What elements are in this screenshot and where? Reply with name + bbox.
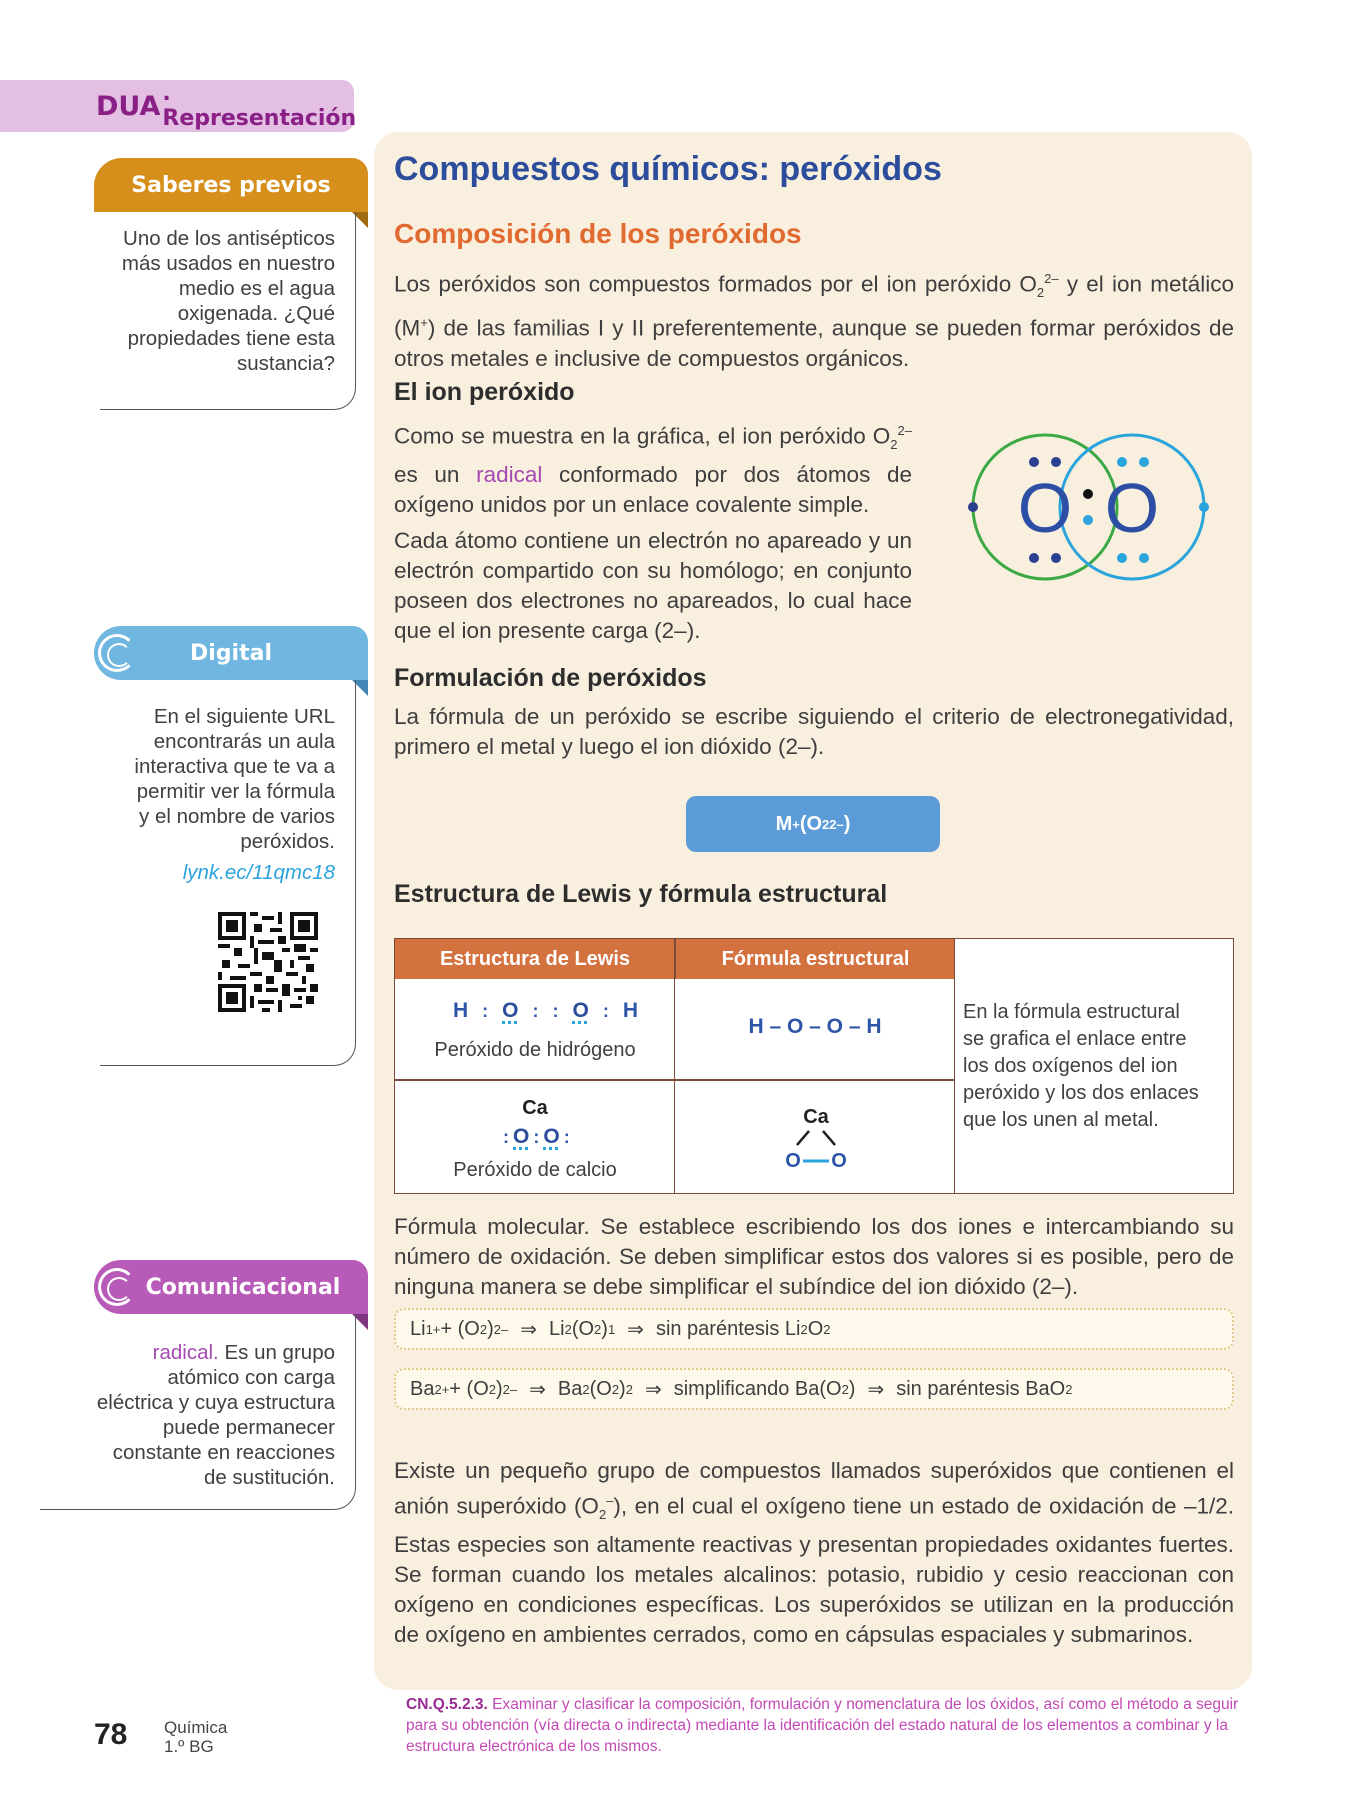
intro-paragraph	[394, 264, 1234, 374]
ion-text: conformado por dos átomos de oxígeno unidos por un enlace covalente simple.	[394, 462, 912, 517]
superoxide-paragraph	[394, 1456, 1234, 1650]
saberes-line: oxigenada. ¿Qué	[177, 302, 335, 325]
rxn-sub: 2	[479, 1321, 488, 1337]
ion-heading: El ion peróxido	[394, 378, 575, 406]
reaction-lithium	[394, 1308, 1234, 1350]
rxn-text: (O	[571, 1317, 595, 1340]
hydrogen-peroxide-structural: H – O – O – H	[748, 1015, 882, 1038]
rxn-text: )	[848, 1377, 856, 1400]
saberes-line: sustancia?	[236, 352, 335, 375]
superoxide-sub: 2	[598, 1507, 607, 1522]
rxn-sup: 1+	[425, 1321, 441, 1337]
rxn-text: sin paréntesis Li	[655, 1317, 801, 1340]
rxn-sub: 2	[488, 1381, 496, 1397]
subject-name: Química	[164, 1718, 228, 1737]
lewis-dots: :	[533, 1126, 540, 1147]
rxn-text: )	[619, 1377, 626, 1400]
superoxide-sup: –	[606, 1493, 614, 1508]
rxn-text: )	[495, 1377, 503, 1400]
calcium-peroxide-structural	[771, 1099, 861, 1179]
curriculum-footnote	[406, 1694, 1246, 1757]
saberes-line: propiedades tiene esta	[127, 327, 335, 350]
arrow-icon: ⇒	[627, 1318, 644, 1341]
ion-sub: 2	[890, 437, 898, 452]
subject-grade: 1.º BG	[164, 1737, 214, 1756]
comunicacional-first-line	[40, 1340, 335, 1365]
rxn-sub: 2	[594, 1321, 602, 1337]
peroxide-ion-diagram	[938, 428, 1228, 598]
qr-code-icon[interactable]	[218, 912, 318, 1012]
digital-line: permitir ver la fórmula	[136, 780, 335, 803]
lewis-dots: :	[602, 1000, 609, 1021]
calcium-peroxide-caption: Peróxido de calcio	[453, 1159, 617, 1181]
saberes-line: Uno de los antisépticos	[123, 227, 335, 250]
table-note: En la fórmula estructural se grafica el enlace entre los dos oxígenos del ion peróxido y los dos enlaces que los unen al metal.	[963, 1001, 1199, 1131]
formula-sup: +	[792, 816, 800, 832]
page-number: 78	[94, 1718, 128, 1751]
reaction-barium	[394, 1368, 1234, 1410]
rxn-sub: 2	[841, 1381, 849, 1397]
table-header-structural: Fórmula estructural	[675, 939, 955, 979]
comunicacional-icon	[98, 1268, 136, 1306]
digital-line: interactiva que te va a	[134, 755, 335, 778]
superoxide-text: Existe un pequeño grupo de compuestos llamados superóxidos que contienen el anión superóxido (O	[394, 1458, 1234, 1519]
ion-paragraph-2	[394, 526, 912, 646]
calcium-symbol: Ca	[803, 1106, 829, 1128]
hydrogen-atom: H	[622, 999, 639, 1022]
saberes-text	[100, 212, 355, 376]
section-title: Composición de los peróxidos	[394, 218, 802, 249]
formulation-text: La fórmula de un peróxido se escribe siguiendo el criterio de electronegatividad, primero el metal y luego el ion dióxido (2–).	[394, 704, 1234, 759]
dua-strong: DUA	[96, 90, 161, 122]
digital-header-label: Digital	[190, 640, 272, 666]
arrow-icon: ⇒	[867, 1378, 885, 1401]
arrow-icon: ⇒	[520, 1318, 537, 1341]
comunicacional-line: de sustitución.	[203, 1466, 335, 1489]
rxn-sub: 2	[611, 1381, 620, 1397]
rxn-sup: 2+	[434, 1381, 450, 1397]
saberes-box	[100, 212, 356, 410]
ion-sup: 2–	[897, 423, 912, 438]
lewis-dots: :	[552, 1000, 559, 1021]
rxn-sub: 2	[564, 1321, 572, 1337]
rxn-sub: 2	[582, 1381, 590, 1397]
oxygen-atom: O	[543, 1125, 560, 1148]
rxn-text: )	[601, 1317, 608, 1340]
comunicacional-header-label: Comunicacional	[145, 1274, 341, 1300]
rxn-sup: 2–	[493, 1321, 509, 1337]
digital-text	[100, 680, 355, 885]
shared-electron	[1083, 489, 1093, 499]
comunicacional-line: eléctrica y cuya estructura	[96, 1391, 335, 1414]
formula-sup: 2–	[829, 816, 844, 832]
table-col-divider	[395, 939, 675, 1193]
saberes-header	[94, 158, 368, 212]
radical-term[interactable]: radical.	[152, 1341, 219, 1364]
calcium-peroxide-lewis	[503, 1125, 570, 1149]
left-oxygen-symbol: O	[1017, 469, 1073, 547]
dua-tab	[0, 80, 357, 132]
oxygen-atom: O	[572, 999, 589, 1022]
ion-text: Cada átomo contiene un electrón no apareado y un electrón compartido con su homólogo; en conjunto poseen dos electrones no apareados, lo cual hace que el ion presente carga (2–).	[394, 528, 912, 643]
oxygen-symbol: O	[831, 1150, 847, 1172]
intro-sup: 2–	[1044, 271, 1059, 286]
lewis-heading: Estructura de Lewis y fórmula estructural	[394, 880, 888, 908]
page-title: Compuestos químicos: peróxidos	[394, 150, 942, 188]
formula-part: M	[775, 812, 793, 835]
digital-box	[100, 680, 356, 1066]
digital-line: peróxidos.	[240, 830, 335, 853]
lewis-dots: :	[482, 1000, 489, 1021]
lewis-dots: :	[563, 1126, 570, 1147]
oxygen-atom: O	[502, 999, 519, 1022]
comunicacional-line: puede permanecer	[162, 1416, 335, 1439]
saberes-line: más usados en nuestro	[121, 252, 335, 275]
table-header-lewis: Estructura de Lewis	[395, 939, 675, 979]
rxn-text: Ba	[410, 1377, 435, 1400]
hydrogen-peroxide-caption: Peróxido de hidrógeno	[434, 1039, 636, 1061]
rxn-sup: 2–	[502, 1381, 518, 1397]
rxn-text: simplificando Ba(O	[673, 1377, 842, 1400]
subject-label	[164, 1718, 227, 1756]
arrow-icon: ⇒	[529, 1378, 546, 1401]
rxn-text: sin paréntesis BaO	[896, 1377, 1066, 1400]
superoxide-text: ), en el cual el oxígeno tiene un estado de oxidación de –1/2. Estas especies son altamente reactivas y presentan propiedades oxidantes fuertes. Se forman cuando los metales alcalinos: potasio, rubidio y cesio reaccionan con oxígeno en condiciones específicas. Los superóxidos se utilizan en la producción de oxígeno en ambientes cerrados, como en cápsulas espaciales y submarinos.	[394, 1493, 1235, 1647]
saberes-header-label: Saberes previos	[131, 172, 331, 198]
comunicacional-text	[40, 1314, 355, 1490]
general-formula-pill	[686, 796, 940, 852]
lewis-dots: :	[503, 1126, 509, 1147]
digital-icon	[98, 634, 136, 672]
rxn-text: Li	[549, 1317, 565, 1340]
intro-text: y el ion metálico (M	[394, 271, 1235, 341]
rxn-sub: 2	[1065, 1381, 1073, 1397]
oxygen-symbol: O	[785, 1150, 801, 1172]
rxn-sub: 1	[607, 1321, 616, 1337]
rxn-text: (O	[589, 1377, 612, 1400]
intro-sub: 2	[1036, 285, 1045, 300]
rxn-sub: 2	[823, 1321, 831, 1337]
ion-text: es un	[394, 462, 477, 487]
main-panel	[374, 132, 1252, 1690]
rxn-text: Ba	[557, 1377, 583, 1400]
rxn-text: + (O	[449, 1377, 489, 1400]
calcium-peroxide-ca: Ca	[522, 1097, 548, 1119]
ion-text: Como se muestra en la gráfica, el ion peróxido O	[394, 423, 891, 449]
hydrogen-atom: H	[453, 999, 469, 1022]
right-oxygen-symbol: O	[1104, 469, 1160, 547]
oxygen-atom: O	[513, 1125, 530, 1148]
ion-paragraph-1	[394, 416, 912, 520]
formula-sub: 2	[822, 816, 830, 832]
formula-part: (O	[799, 812, 823, 835]
intro-sup: +	[420, 315, 428, 330]
intro-text: ) de las familias I y II preferentemente, aunque se pueden formar peróxidos de otros metales e inclusive de compuestos orgánicos.	[394, 315, 1234, 371]
hydrogen-peroxide-lewis	[453, 999, 638, 1023]
formulation-paragraph	[394, 702, 1234, 762]
formula-part: )	[843, 812, 851, 835]
comunicacional-header	[94, 1260, 368, 1314]
comunicacional-line: Es un grupo	[218, 1341, 335, 1364]
comunicacional-line: atómico con carga	[167, 1366, 335, 1389]
arrow-icon: ⇒	[644, 1378, 662, 1401]
formulation-heading: Formulación de peróxidos	[394, 664, 707, 692]
rxn-text: Li	[410, 1317, 426, 1340]
lewis-dots: :	[532, 1000, 539, 1021]
curriculum-code: CN.Q.5.2.3.	[406, 1696, 488, 1713]
rxn-sub: 2	[625, 1381, 633, 1397]
rxn-text: )	[487, 1317, 494, 1340]
rxn-text: O	[807, 1317, 824, 1340]
digital-link[interactable]: lynk.ec/11qmc18	[182, 861, 335, 884]
lewis-table	[394, 938, 1234, 1194]
rxn-text: + (O	[440, 1317, 480, 1340]
digital-line: y el nombre de varios	[139, 805, 335, 828]
dua-label: . Representación	[162, 81, 357, 131]
radical-link[interactable]: radical	[476, 462, 543, 487]
intro-text: Los peróxidos son compuestos formados por el ion peróxido O	[394, 271, 1037, 297]
digital-line: encontrarás un aula	[153, 730, 335, 753]
rxn-sub: 2	[800, 1321, 808, 1337]
comunicacional-box	[40, 1314, 356, 1510]
digital-header	[94, 626, 368, 680]
molecular-paragraph: Fórmula molecular. Se establece escribiendo los dos iones e intercambiando su número de oxidación. Se deben simplificar estos dos valores si es posible, pero de ninguna manera se debe simplificar el subíndice del ion dióxido (2–).	[394, 1214, 1234, 1299]
curriculum-text: Examinar y clasificar la composición, formulación y nomenclatura de los óxidos, así como el método a seguir para su obtención (vía directa o indirecta) mediante la identificación del estado natural de los elementos a combinar y la estructura electrónica de los mismos.	[406, 1696, 1239, 1755]
table-row-divider	[395, 1079, 955, 1081]
saberes-line: medio es el agua	[178, 277, 335, 300]
digital-line: En el siguiente URL	[153, 705, 335, 728]
comunicacional-line: constante en reacciones	[112, 1441, 335, 1464]
